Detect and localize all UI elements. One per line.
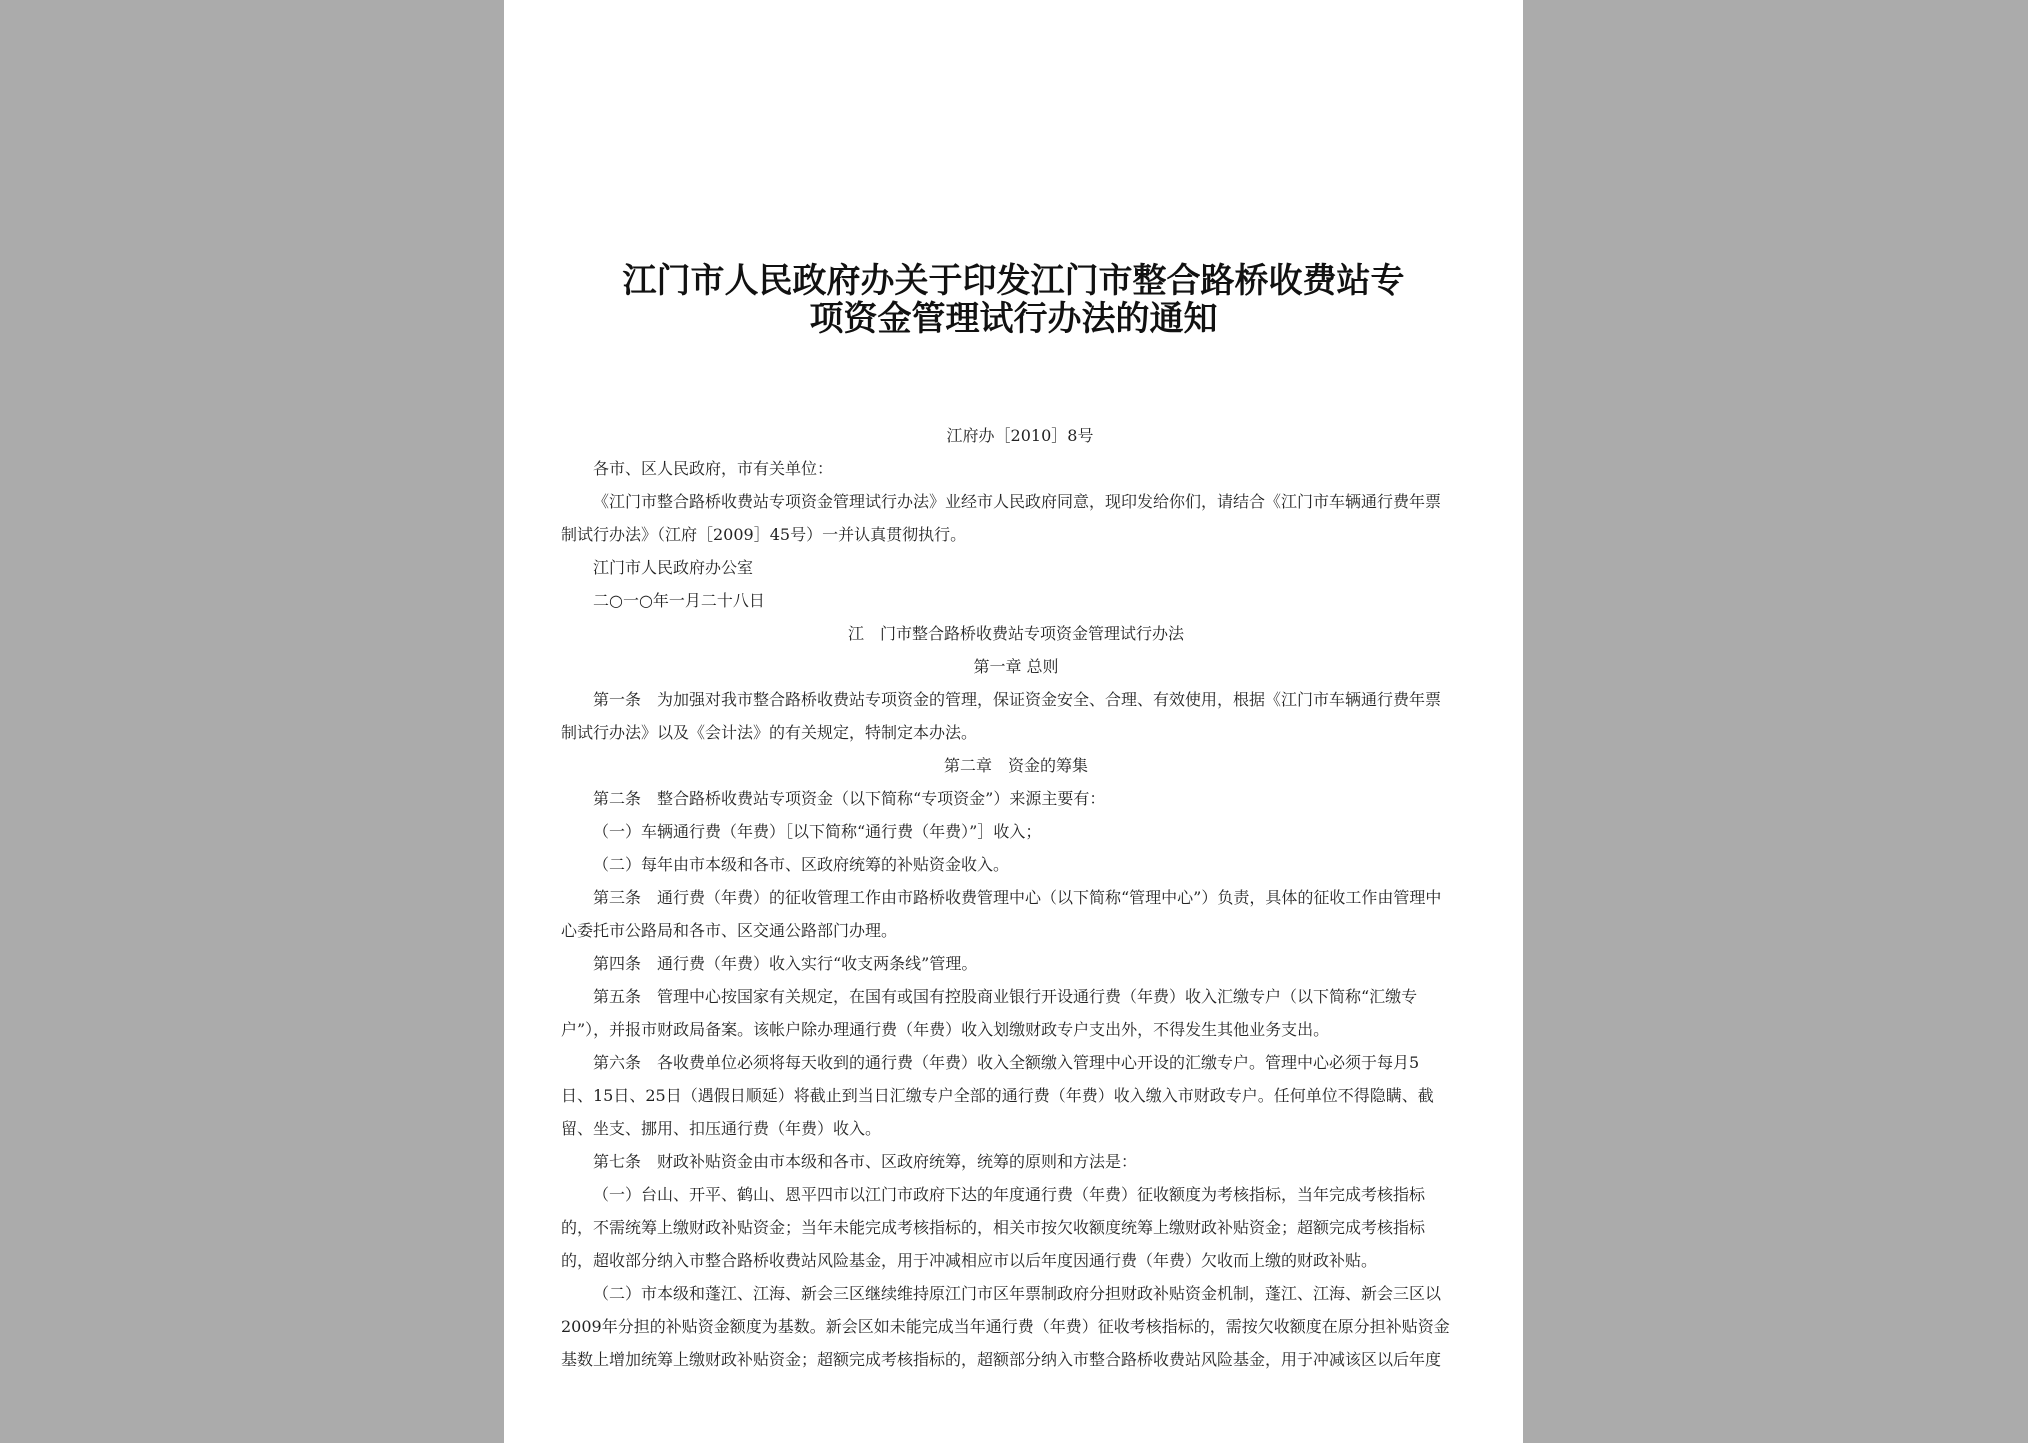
paragraph-line: 心委托市公路局和各市、区交通公路部门办理。 [561, 921, 898, 940]
paragraph-line: （二）市本级和蓬江、江海、新会三区继续维持原江门市区年票制政府分担财政补贴资金机制，蓬江、江海、新会三区以 [593, 1284, 1442, 1303]
paragraph-line: （一）车辆通行费（年费）［以下简称“通行费（年费）”］收入； [593, 822, 1042, 841]
title-line-2: 项资金管理试行办法的通知 [809, 299, 1218, 339]
issue-date: 二○一○年一月二十八日 [593, 591, 765, 610]
document-page [504, 0, 1523, 1443]
document-title [504, 262, 1523, 338]
paragraph-line: （二）每年由市本级和各市、区政府统筹的补贴资金收入。 [593, 855, 1010, 874]
issuer: 江门市人民政府办公室 [593, 558, 754, 577]
chapter-heading: 第一章 总则 [973, 657, 1059, 676]
paragraph-line: 《江门市整合路桥收费站专项资金管理试行办法》业经市人民政府同意，现印发给你们，请结合《江门市车辆通行费年票 [593, 492, 1442, 511]
paragraph-line: 的，超收部分纳入市整合路桥收费站风险基金，用于冲减相应市以后年度因通行费（年费）欠收而上缴的财政补贴。 [561, 1251, 1378, 1270]
paragraph-line: 制试行办法》以及《会计法》的有关规定，特制定本办法。 [561, 723, 978, 742]
paragraph-line: 第二条 整合路桥收费站专项资金（以下简称“专项资金”）来源主要有： [593, 789, 1106, 808]
paragraph-line: 第一条 为加强对我市整合路桥收费站专项资金的管理，保证资金安全、合理、有效使用，根据《江门市车辆通行费年票 [593, 690, 1442, 709]
paragraph-line: 日、15日、25日（遇假日顺延）将截止到当日汇缴专户全部的通行费（年费）收入缴入市财政专户。任何单位不得隐瞒、截 [561, 1086, 1434, 1105]
attachment-title: 江 门市整合路桥收费站专项资金管理试行办法 [847, 624, 1184, 643]
chapter-heading: 第二章 资金的筹集 [943, 756, 1088, 775]
document-body [561, 419, 1471, 1376]
paragraph-line: 第六条 各收费单位必须将每天收到的通行费（年费）收入全额缴入管理中心开设的汇缴专户。管理中心必须于每月5 [593, 1053, 1420, 1072]
document-number: 江府办［2010］8号 [946, 426, 1094, 445]
paragraph-line: 户”），并报市财政局备案。该帐户除办理通行费（年费）收入划缴财政专户支出外，不得发生其他业务支出。 [561, 1020, 1330, 1039]
paragraph-line: 制试行办法》（江府［2009］45号）一并认真贯彻执行。 [561, 525, 967, 544]
paragraph-line: （一）台山、开平、鹤山、恩平四市以江门市政府下达的年度通行费（年费）征收额度为考核指标，当年完成考核指标 [593, 1185, 1426, 1204]
paragraph-line: 第三条 通行费（年费）的征收管理工作由市路桥收费管理中心（以下简称“管理中心”）负责，具体的征收工作由管理中 [593, 888, 1442, 907]
paragraph-line: 留、坐支、挪用、扣压通行费（年费）收入。 [561, 1119, 882, 1138]
paragraph-line: 第七条 财政补贴资金由市本级和各市、区政府统筹，统筹的原则和方法是： [593, 1152, 1138, 1171]
addressee: 各市、区人民政府，市有关单位： [593, 459, 834, 478]
paragraph-line: 的，不需统筹上缴财政补贴资金；当年未能完成考核指标的，相关市按欠收额度统筹上缴财政补贴资金；超额完成考核指标 [561, 1218, 1426, 1237]
paragraph-line: 第四条 通行费（年费）收入实行“收支两条线”管理。 [593, 954, 978, 973]
paragraph-line: 第五条 管理中心按国家有关规定，在国有或国有控股商业银行开设通行费（年费）收入汇缴专户（以下简称“汇缴专 [593, 987, 1418, 1006]
paragraph-line: 基数上增加统筹上缴财政补贴资金；超额完成考核指标的，超额部分纳入市整合路桥收费站风险基金，用于冲减该区以后年度 [561, 1350, 1442, 1369]
title-line-1: 江门市人民政府办关于印发江门市整合路桥收费站专 [622, 261, 1405, 301]
paragraph-line: 2009年分担的补贴资金额度为基数。新会区如未能完成当年通行费（年费）征收考核指标的，需按欠收额度在原分担补贴资金 [561, 1317, 1450, 1336]
